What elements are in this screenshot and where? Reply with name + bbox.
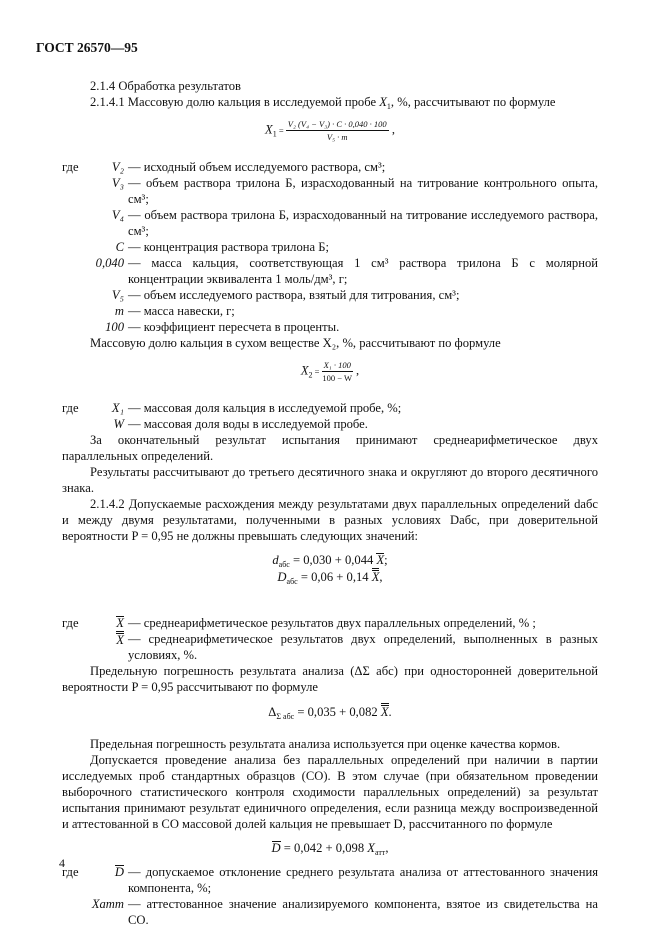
- paragraph-dry-matter: Массовую долю кальция в сухом веществе X₂, %, рассчитывают по формуле: [90, 336, 501, 350]
- paragraph-limit-error: Предельную погрешность результата анализа (ΔΣ абс) при односторонней доверительной вероятности P = 0,95 рассчитывают по формуле: [62, 664, 598, 694]
- definition-row: [62, 303, 598, 319]
- page-number: 4: [59, 856, 65, 870]
- definitions-list-4: [62, 864, 598, 928]
- definition-symbol: X₁: [111, 401, 124, 415]
- definition-symbol: W: [113, 417, 124, 431]
- definition-row: [62, 255, 598, 287]
- definition-symbol: Xатт: [91, 897, 124, 911]
- definition-symbol: X: [116, 616, 124, 630]
- document-body: [62, 78, 598, 928]
- definition-symbol: V₄: [111, 208, 124, 222]
- definition-text: — масса кальция, соответствующая 1 см³ раствора трилона Б с молярной концентрации эквивалента 1 моль/дм³, г;: [128, 256, 598, 286]
- definition-row: где X — среднеарифметическое результатов двух параллельных определений, % ;: [62, 615, 598, 631]
- definition-row: [62, 239, 598, 255]
- definition-row: [62, 287, 598, 303]
- definition-row: где X₁ — массовая доля кальция в исследуемой пробе, %;: [62, 400, 598, 416]
- section-2-1-4-2: 2.1.4.2 Допускаемые расхождения между результатами двух параллельных определений dабс и между двумя результатами, полученными в разных условиях Dабс, при доверительной вероятности P = 0,95 не должны превышать следующих значений:: [62, 497, 598, 543]
- document-header: ГОСТ 26570—95: [36, 40, 138, 55]
- definition-row: где D — допускаемое отклонение среднего результата анализа от аттестованного значения компонента, %;: [62, 865, 598, 895]
- formula-d-abs: $d_{абс} = 0,030 + 0,044$ X;: [272, 553, 388, 569]
- formula-x1: $X_1$ = $\frac{\text{V₂ (V₄ − V₃) · C · 0,040 · 100}}{\text{V₅ · m}}$ ,: [265, 119, 395, 142]
- definition-text: — аттестованное значение анализируемого компонента, взятое из свидетельства на СО.: [128, 897, 598, 927]
- definition-row: где V₂ — исходный объем исследуемого раствора, см³;: [62, 159, 598, 175]
- section-2-1-4: 2.1.4 Обработка результатов: [90, 79, 241, 93]
- definition-symbol: 100: [105, 320, 124, 334]
- formula-delta-abs: $\Delta_{\Sigma абс} = 0,035 + 0,082$ X.: [268, 705, 392, 721]
- definition-text: — среднеарифметическое результатов двух определений, выполненных в разных условиях, %.: [128, 632, 598, 662]
- paragraph-rounding: Результаты рассчитывают до третьего десятичного знака и округляют до второго десятичного знака.: [62, 465, 598, 495]
- definition-row: [62, 631, 598, 663]
- definition-text: — исходный объем исследуемого раствора, см³;: [128, 160, 386, 174]
- formula-D-abs: $D_{абс} = 0,06 + 0,14$ X,: [277, 570, 383, 586]
- definition-symbol: V₃: [111, 176, 124, 190]
- definition-symbol: X: [116, 633, 124, 647]
- definition-text: — масса навески, г;: [128, 304, 235, 318]
- definition-symbol: V₅: [111, 288, 124, 302]
- definition-text: — объем исследуемого раствора, взятый для титрования, см³;: [128, 288, 460, 302]
- definition-text: — объем раствора трилона Б, израсходованный на титрование исследуемого раствора, см³;: [128, 208, 598, 238]
- definition-row: [62, 207, 598, 239]
- definitions-list-2: [62, 400, 598, 432]
- paragraph-final-result: За окончательный результат испытания принимают среднеарифметическое двух параллельных определений.: [62, 433, 598, 463]
- section-2-1-4-1: 2.1.4.1 Массовую долю кальция в исследуемой пробе $X_1$, %, рассчитывают по формуле: [90, 95, 556, 111]
- definition-row: [62, 896, 598, 928]
- definition-symbol: C: [115, 240, 124, 254]
- definition-row: [62, 319, 598, 335]
- formula-x2-fraction: $\frac{\text{X₁ · 100}}{100 - W}$: [322, 360, 353, 383]
- definition-symbol: m: [114, 304, 124, 318]
- definition-text: — концентрация раствора трилона Б;: [128, 240, 329, 254]
- definition-text: — среднеарифметическое результатов двух параллельных определений, % ;: [128, 616, 536, 630]
- formula-x2: $X_2$ = $\frac{\text{X₁ · 100}}{100 - W}$ ,: [300, 360, 360, 383]
- definition-symbol: V₂: [111, 160, 124, 174]
- formula-D-att: D = 0,042 + 0,098 $X_{атт}$,: [271, 841, 389, 857]
- definition-symbol: 0,040: [95, 256, 124, 270]
- definition-symbol: D: [114, 865, 124, 879]
- paragraph-single-determination: Допускается проведение анализа без параллельных определений при наличии в партии исследуемых проб стандартных образцов (СО). В этом случае (при обязательном проведении выборочного статистического контроля сходимости параллельных определений) за результат испытания принимают результат единичного определения, если разница между воспроизведенной и аттестованной в СО массовой долей кальция не превышает D, рассчитанного по формуле: [62, 753, 598, 831]
- formula-x1-fraction: $\frac{\text{V₂ (V₄ − V₃) · C · 0,040 · 100}}{\text{V₅ · m}}$: [287, 119, 387, 142]
- definition-text: — допускаемое отклонение среднего результата анализа от аттестованного значения компонента, %;: [128, 865, 598, 895]
- definition-text: — массовая доля воды в исследуемой пробе.: [128, 417, 368, 431]
- definition-text: — объем раствора трилона Б, израсходованный на титрование контрольного опыта, см³;: [128, 176, 598, 206]
- definition-text: — массовая доля кальция в исследуемой пробе, %;: [128, 401, 402, 415]
- definitions-list-1: [62, 159, 598, 335]
- definition-text: — коэффициент пересчета в проценты.: [128, 320, 340, 334]
- paragraph-usage: Предельная погрешность результата анализа используется при оценке качества кормов.: [90, 737, 561, 751]
- definition-row: [62, 416, 598, 432]
- definitions-list-3: [62, 615, 598, 663]
- definition-row: [62, 175, 598, 207]
